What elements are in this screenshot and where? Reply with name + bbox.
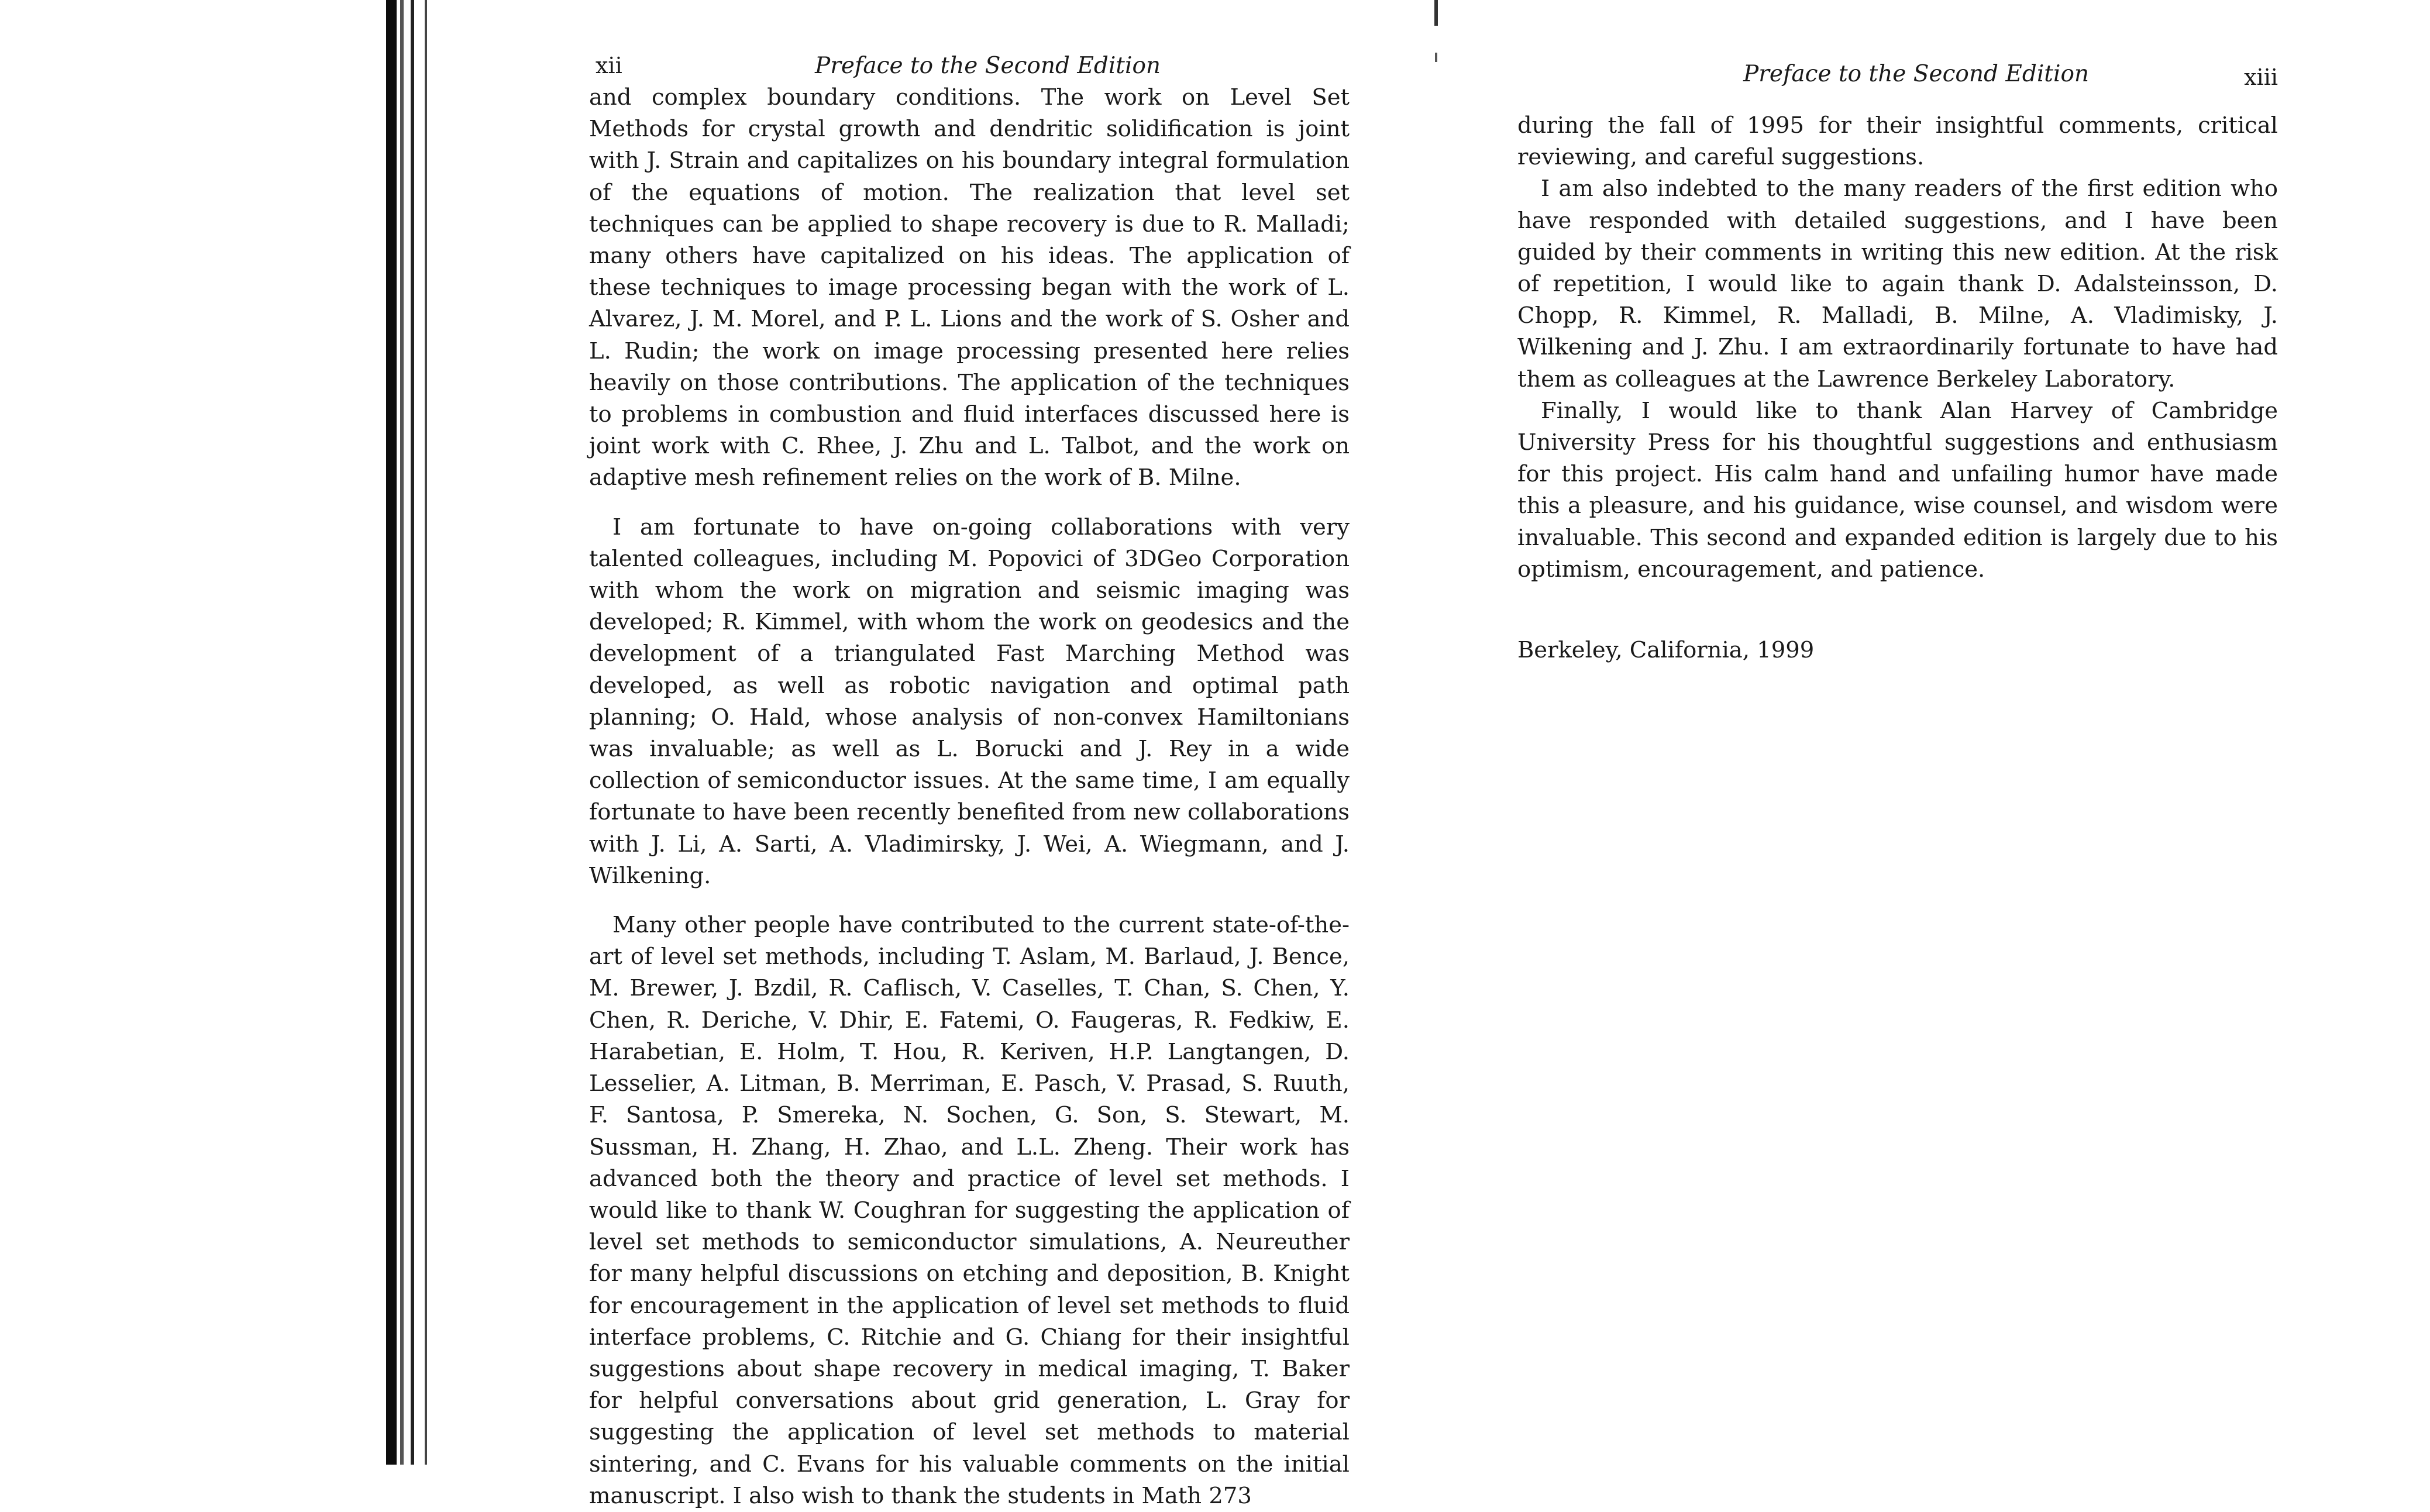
paragraph: and complex boundary conditions. The work on Level Set Methods for crystal growth and dendritic solidification is joint with J. Strain and capitalizes on his boundary integral formulation of the equations of motion. The realization that level set techniques can be applied to shape recovery is due to R. Malladi; many others have capitalized on his ideas. The application of these techniques to image processing began with the work of L. Alvarez, J. M. Morel, and P. L. Lions and the work of S. Osher and L. Rudin; the work on image processing presented here relies heavily on those contributions. The application of the techniques to problems in combustion and fluid interfaces discussed here is joint work with C. Rhee, J. Zhu and L. Talbot, and the work on adaptive mesh refinement relies on the work of B. Milne. [589,84,1350,491]
signature-line: Berkeley, California, 1999 [1517,637,1815,664]
right-page [1517,0,2278,666]
page-number: xiii [2244,64,2278,90]
gutter-mark [1434,0,1438,26]
paragraph: I am also indebted to the many readers of the first edition who have responded with detailed suggestions, and I have been guided by their comments in writing this new edition. At the risk of repetition, I would like to again thank D. Adalsteinsson, D. Chopp, R. Kimmel, R. Malladi, B. Milne, A. Vladimisky, J. Wilkening and J. Zhu. I am extraordinarily fortunate to have had them as colleagues at the Lawrence Berkeley Laboratory. [1517,175,2278,392]
paragraph: during the fall of 1995 for their insightful comments, critical reviewing, and careful suggestions. [1517,112,2278,171]
paragraph: Finally, I would like to thank Alan Harvey of Cambridge University Press for his thoughtful suggestions and enthusiasm for this project. His calm hand and unfailing humor have made this a pleasure, and his guidance, wise counsel, and wisdom were invaluable. This second and expanded edition is largely due to his optimism, encouragement, and patience. [1517,397,2278,583]
right-running-head [1517,0,2278,90]
book-binding-edge [386,0,433,1465]
left-running-head [582,0,1350,82]
running-head-title: Preface to the Second Edition [815,53,1161,79]
right-body-text [1517,110,2278,666]
page-number: xii [596,53,622,78]
paragraph: Many other people have contributed to the current state-of-the-art of level set methods, including T. Aslam, M. Barlaud, J. Bence, M. Brewer, J. Bzdil, R. Caflisch, V. Caselles, T. Chan, S. Chen, Y. Chen, R. Deriche, V. Dhir, E. Fatemi, O. Faugeras, R. Fedkiw, E. Harabetian, E. Holm, T. Hou, R. Keriven, H.P. Langtangen, D. Lesselier, A. Litman, B. Merriman, E. Pasch, V. Prasad, S. Ruuth, F. Santosa, P. Smereka, N. Sochen, G. Son, S. Stewart, M. Sussman, H. Zhang, H. Zhao, and L.L. Zheng. Their work has advanced both the theory and practice of level set methods. I would like to thank W. Coughran for suggesting the application of level set methods to semiconductor simulations, A. Neureuther for many helpful discussions on etching and deposition, B. Knight for encouragement in the application of level set methods to fluid interface problems, C. Ritchie and G. Chiang for their insightful suggestions about shape recovery in medical imaging, T. Baker for helpful conversations about grid generation, L. Gray for suggesting the application of level set methods to material sintering, and C. Evans for his valuable comments on the initial manuscript. I also wish to thank the students in Math 273 [589,912,1350,1509]
gutter-dot [1435,53,1437,62]
left-page [582,0,1350,1512]
running-head-title: Preface to the Second Edition [1743,61,2090,87]
paragraph: I am fortunate to have on-going collaborations with very talented colleagues, including M. Popovici of 3DGeo Corporation with whom the work on migration and seismic imaging was developed; R. Kimmel, with whom the work on geodesics and the development of a triangulated Fast Marching Method was developed, as well as robotic navigation and optimal path planning; O. Hald, whose analysis of non-convex Hamiltonians was invaluable; as well as L. Borucki and J. Rey in a wide collection of semiconductor issues. At the same time, I am equally fortunate to have been recently benefited from new collaborations with J. Li, A. Sarti, A. Vladimirsky, J. Wei, A. Wiegmann, and J. Wilkening. [589,514,1350,889]
left-body-text [582,82,1350,1512]
